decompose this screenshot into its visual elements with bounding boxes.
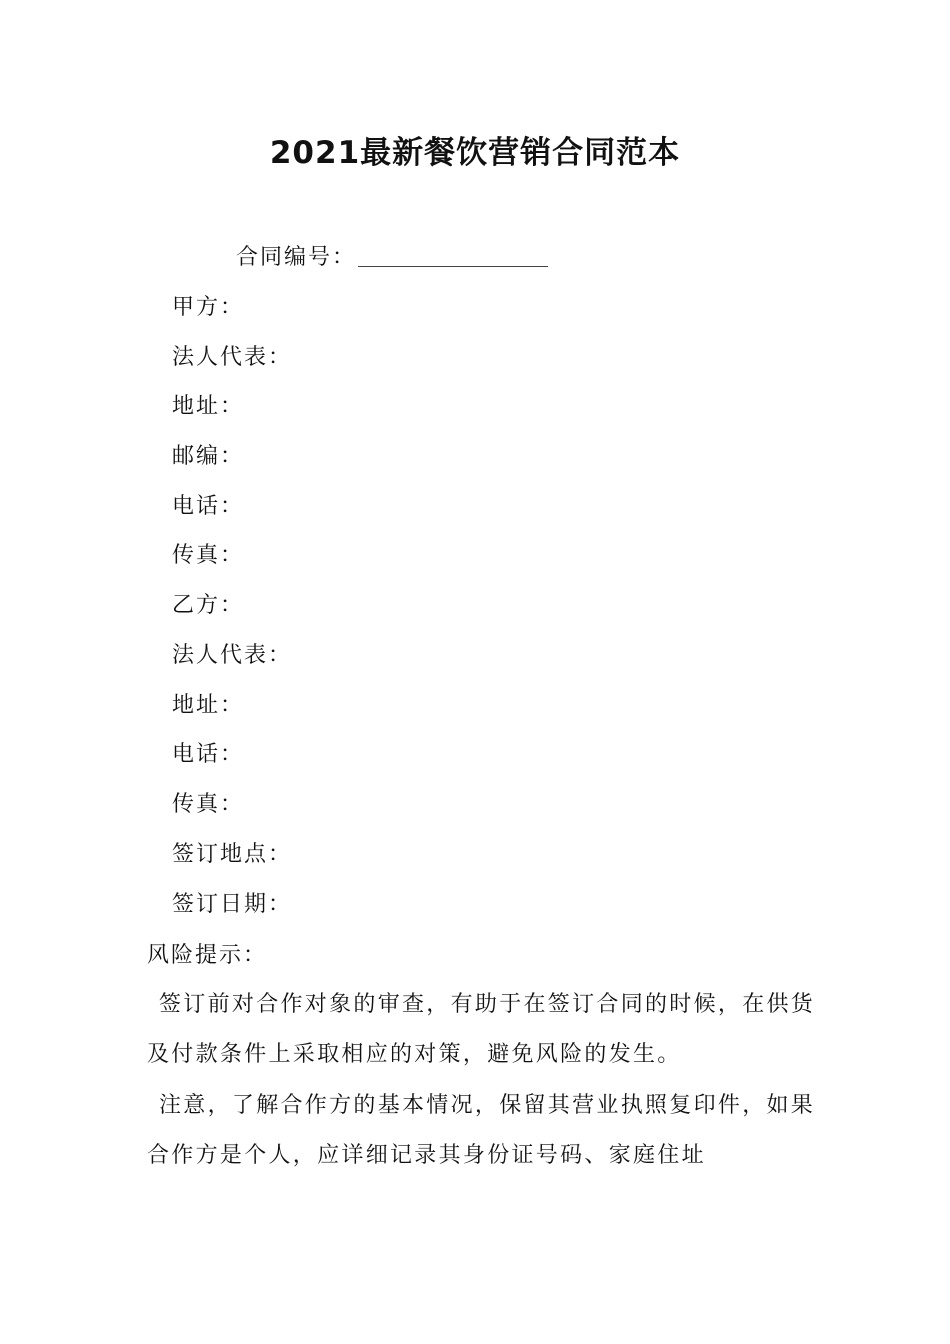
signing-place: 签订地点：: [172, 842, 293, 867]
party-a-label: 甲方：: [172, 295, 245, 320]
risk-heading: 风险提示：: [147, 943, 268, 968]
party-b-fax: 传真：: [172, 792, 245, 817]
party-a-postcode: 邮编：: [172, 444, 245, 469]
risk-paragraph-1: 签订前对合作对象的审查，有助于在签订合同的时候，在供货及付款条件上采取相应的对策，避免风险的发生。: [147, 992, 816, 1067]
party-a-address: 地址：: [172, 394, 245, 419]
party-a-legal-rep: 法人代表：: [172, 345, 293, 370]
document-title: 2021最新餐饮营销合同范本: [269, 135, 681, 171]
contract-number-label: 合同编号：: [236, 245, 357, 270]
party-a-phone: 电话：: [172, 494, 245, 519]
risk-paragraph-2: 注意，了解合作方的基本情况，保留其营业执照复印件，如果合作方是个人，应详细记录其身份证号码、家庭住址: [147, 1093, 816, 1168]
party-a-fax: 传真：: [172, 543, 245, 568]
signing-date: 签订日期：: [172, 892, 293, 917]
party-b-phone: 电话：: [172, 742, 245, 767]
party-b-label: 乙方：: [172, 593, 245, 618]
contract-number-row: [236, 243, 548, 273]
party-b-legal-rep: 法人代表：: [172, 643, 293, 668]
party-b-address: 地址：: [172, 693, 245, 718]
contract-number-blank: [358, 265, 548, 267]
